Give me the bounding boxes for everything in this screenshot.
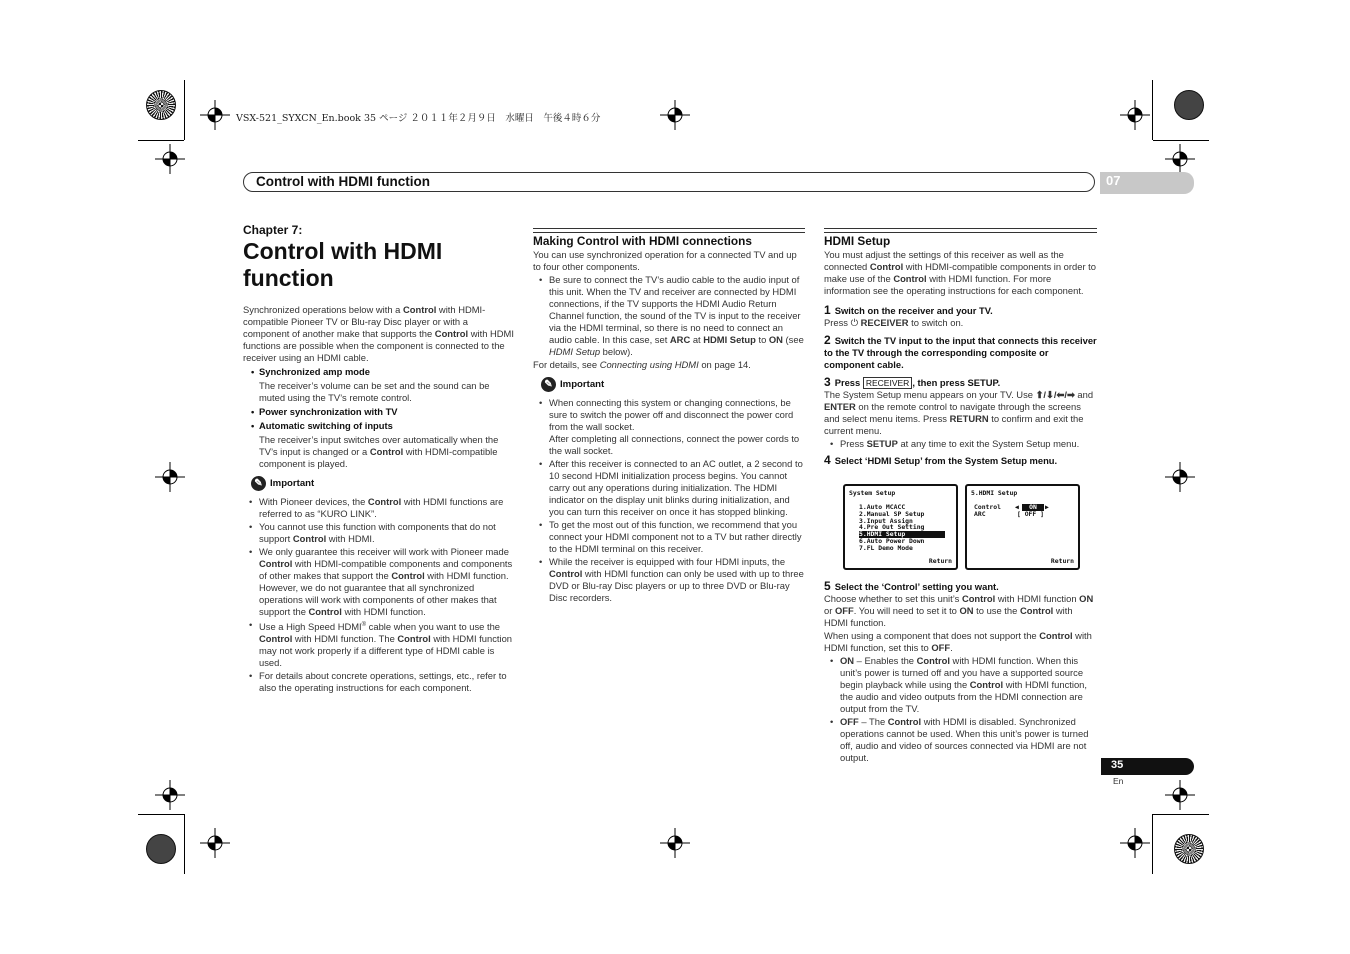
registration-mark-icon (1165, 780, 1195, 810)
registration-mark-icon (155, 144, 185, 174)
feature-item: • Power synchronization with TV (243, 406, 515, 418)
left-arrow-icon: ◀ (1015, 503, 1019, 511)
step-2: 2 Switch the TV input to the input that connects this receiver to the TV through the corresponding composite or component cable. (824, 333, 1097, 370)
crop-mark (138, 814, 184, 815)
intro-paragraph: You must adjust the settings of this receiver as well as the connected Control with HDMI-compatible components in order to make use of the Control with HDMI function. For more information see the operating instructions for each component. (824, 249, 1096, 296)
arc-value-box[interactable]: [ OFF ] (1017, 510, 1044, 518)
crop-mark (184, 814, 185, 874)
color-wheel-icon (146, 90, 176, 120)
crop-mark (1153, 814, 1209, 815)
registration-mark-icon (1120, 100, 1150, 130)
crop-mark (1152, 80, 1153, 140)
gray-patch-icon (146, 834, 176, 864)
important-heading: ✎ Important (533, 377, 805, 392)
section-heading: Making Control with HDMI connections (533, 234, 752, 248)
important-heading: ✎ Important (243, 476, 515, 491)
list-item: • We only guarantee this receiver will work with Pioneer made Control with HDMI-compatible components and components of other makes that support the Control with HDMI function. However, we do not guarantee that all synchronized operations will work with components of other makes that support the Control with HDMI function. (243, 546, 515, 618)
list-item: • Be sure to connect the TV’s audio cable to the audio input of this unit. When the TV and receiver are connected by HDMI connections, if the TV supports the HDMI Audio Return Channel function, the sound of the TV is input to the receiver via the HDMI terminal, so there is no need to connect an audio cable. In this case, set ARC at HDMI Setup to ON (see HDMI Setup below). (533, 274, 805, 358)
registration-mark-icon (155, 780, 185, 810)
list-item: • While the receiver is equipped with four HDMI inputs, the Control with HDMI function can only be used with up to three DVD or Blu-ray Disc players or up to three DVD or Blu-ray Disc recorders. (533, 556, 805, 604)
arc-value: OFF (1024, 510, 1037, 518)
receiver-key: RECEIVER (863, 377, 912, 389)
crop-mark (184, 80, 185, 140)
step-1: 1 Switch on the receiver and your TV. (824, 303, 993, 317)
step-5: 5 Select the ‘Control’ setting you want. (824, 579, 999, 593)
chapter-tab-number: 07 (1106, 173, 1121, 188)
registration-mark-icon (660, 100, 690, 130)
step-description: Choose whether to set this unit’s Control with HDMI function ON or OFF. You will need to set it to ON to use the Control with HDMI function. (824, 593, 1094, 628)
list-item: • You cannot use this function with components that do not support Control with HDMI. (243, 521, 515, 545)
menu-item[interactable]: 2.Manual SP Setup (859, 509, 925, 518)
feature-description: The receiver’s input switches over automatically when the TV’s input is changed or a Control with HDMI-compatible component is played. (259, 434, 499, 469)
hdmi-setup-menu (965, 484, 1080, 570)
menu-item[interactable]: 3.Input Assign (859, 516, 913, 525)
step-3: 3 Press RECEIVER , then press SETUP. (824, 375, 1001, 389)
arc-label: ARC (974, 510, 986, 518)
list-item: • With Pioneer devices, the Control with HDMI functions are referred to as “KURO LINK”. (243, 496, 515, 520)
intro-paragraph: You can use synchronized operation for a connected TV and up to four other components. (533, 249, 797, 272)
menu-item-selected[interactable]: 5.HDMI Setup (859, 531, 945, 538)
list-item: • OFF – The Control with HDMI is disabled. Synchronized operations cannot be used. When this unit’s power is turned off, audio and video of sources connected via HDMI are not output. (824, 716, 1097, 764)
list-item: • For details about concrete operations, settings, etc., refer to also the operating instructions for each component. (243, 670, 515, 694)
language-label: En (1113, 776, 1124, 786)
crop-mark (1153, 140, 1209, 141)
feature-description: The receiver’s volume can be set and the sound can be muted using the TV’s remote control. (259, 380, 490, 403)
important-icon: ✎ (541, 377, 556, 392)
list-item: • To get the most out of this function, we recommend that you connect your HDMI component not to a TV but rather directly to the HDMI terminal on this receiver. (533, 519, 805, 555)
step-description: Press ⏻ RECEIVER to switch on. (824, 317, 964, 328)
power-icon: ⏻ (850, 317, 858, 328)
menu-item[interactable]: 4.Pre Out Setting (859, 523, 925, 532)
chapter-title (243, 238, 515, 292)
important-icon: ✎ (251, 476, 266, 491)
chapter-title-line1: Control with HDMI (243, 238, 443, 264)
step-4: 4 Select ‘HDMI Setup’ from the System Setup menu. (824, 453, 1058, 467)
print-note: VSX-521_SYXCN_En.book 35 ページ ２０１１年２月９日 水曜日 午後４時６分 (236, 113, 601, 124)
details-reference: For details, see Connecting using HDMI on page 14. (533, 359, 751, 370)
chapter-title-line2: function (243, 265, 334, 291)
registration-mark-icon (1120, 828, 1150, 858)
intro-paragraph: Synchronized operations below with a Control with HDMI-compatible Pioneer TV or Blu-ray Disc player or with a component of another make that supports the Control with HDMI functions are possible when the component is connected to the receiver using an HDMI cable. (243, 304, 514, 363)
chapter-label: Chapter 7: (243, 223, 303, 237)
menu-item[interactable]: 7.FL Demo Mode (859, 543, 913, 552)
menu-title: 5.HDMI Setup (971, 489, 1018, 497)
registration-mark-icon (1165, 144, 1195, 174)
step-description: The System Setup menu appears on your TV. Use ⬆/⬇/⬅/➡ and ENTER on the remote control to navigate through the screens and select menu items. Press RETURN to confirm and exit the current menu. (824, 389, 1094, 436)
control-label: Control (974, 503, 1001, 511)
control-value[interactable]: ON (1022, 504, 1044, 511)
section-heading: HDMI Setup (824, 234, 891, 248)
arrow-keys-icon: ⬆/⬇/⬅/➡ (1035, 389, 1075, 400)
column-3-continued (824, 580, 1097, 765)
feature-item: • Automatic switching of inputs (243, 420, 515, 432)
color-wheel-icon (1174, 834, 1204, 864)
menu-return[interactable]: Return (928, 557, 952, 566)
list-item: • Use a High Speed HDMI® cable when you want to use the Control with HDMI function. The Control with HDMI function may not work properly if a different type of HDMI cable is used. (243, 619, 515, 669)
gray-patch-icon (1174, 90, 1204, 120)
step-description: When using a component that does not support the Control with HDMI function, set this to OFF. (824, 630, 1092, 653)
crop-mark (1152, 814, 1153, 874)
list-item: • After this receiver is connected to an AC outlet, a 2 second to 10 second HDMI initialization process begins. You cannot carry out any operations during initialization. The HDMI indicator on the display unit blinks during initialization, and you can turn this receiver on once it has stopped blinking. (533, 458, 805, 518)
page-number: 35 (1111, 759, 1124, 771)
column-3 (824, 228, 1097, 467)
menu-item[interactable]: 6.Auto Power Down (859, 536, 925, 545)
feature-item: • Synchronized amp mode (243, 366, 515, 378)
list-item: • ON – Enables the Control with HDMI function. When this unit’s power is turned off and you have a supported source begin playback while using the Control with HDMI function, the audio and video outputs from the HDMI connection are output from the TV. (824, 655, 1097, 715)
menu-item[interactable]: 1.Auto MCACC (859, 503, 906, 511)
registration-mark-icon (155, 462, 185, 492)
registration-mark-icon (1165, 462, 1195, 492)
registration-mark-icon (660, 828, 690, 858)
column-2 (533, 228, 805, 605)
menu-title: System Setup (849, 489, 896, 497)
list-item: • When connecting this system or changing connections, be sure to switch the power off and disconnect the power cord from the wall socket. After completing all connections, connect the power cords to the wall socket. (533, 397, 805, 457)
header-title: Control with HDMI function (256, 174, 430, 189)
right-arrow-icon: ▶ (1045, 503, 1049, 511)
menu-return[interactable]: Return (1050, 557, 1074, 566)
list-item: • Press SETUP at any time to exit the System Setup menu. (824, 438, 1097, 450)
column-1 (243, 224, 515, 695)
registration-mark-icon (200, 828, 230, 858)
crop-mark (138, 140, 184, 141)
system-setup-menu (843, 484, 958, 570)
registration-mark-icon (200, 100, 230, 130)
